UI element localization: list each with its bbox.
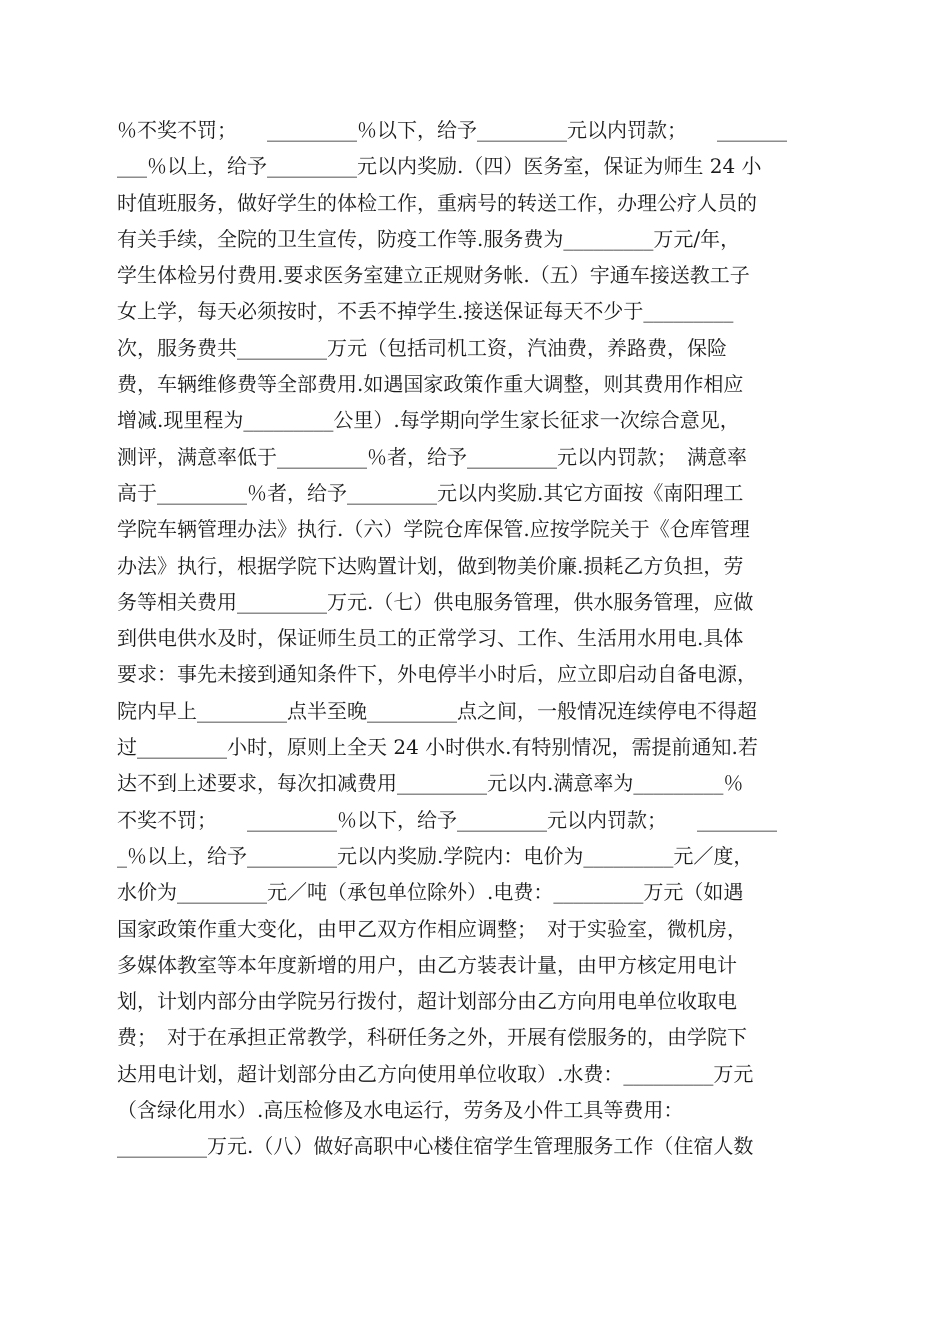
- text-line: 费，车辆维修费等全部费用.如遇国家政策作重大调整，则其费用作相应: [117, 372, 744, 397]
- text-line: 国家政策作重大变化，由甲乙双方作相应调整； 对于实验室，微机房，: [117, 916, 747, 941]
- contract-body-text: [117, 112, 837, 1165]
- text-line: 多媒体教室等本年度新增的用户，由乙方装表计量，由甲方核定用电计: [117, 952, 737, 977]
- text-line: 学院车辆管理办法》执行.（六）学院仓库保管.应按学院关于《仓库管理: [117, 517, 750, 542]
- text-line: 女上学，每天必须按时，不丢不掉学生.接送保证每天不少于_________: [117, 299, 734, 324]
- text-line: ％不奖不罚； _________％以下，给予_________元以内罚款； _______: [117, 118, 787, 142]
- text-line: 增减.现里程为_________公里）.每学期向学生家长征求一次综合意见，: [117, 408, 740, 433]
- text-line: 达不到上述要求，每次扣减费用_________元以内.满意率为_________％: [117, 771, 744, 796]
- text-line: ___％以上，给予_________元以内奖励.（四）医务室，保证为师生 24 小: [117, 154, 762, 179]
- text-line: 过_________小时，原则上全天 24 小时供水.有特别情况，需提前通知.若: [117, 735, 758, 760]
- text-line: 测评，满意率低于_________％者，给予_________元以内罚款； 满意率: [117, 444, 747, 469]
- text-line: 办法》执行，根据学院下达购置计划，做到物美价廉.损耗乙方负担，劳: [117, 553, 744, 578]
- text-line: 时值班服务，做好学生的体检工作，重病号的转送工作，办理公疗人员的: [117, 190, 757, 215]
- text-line: （含绿化用水）.高压检修及水电运行，劳务及小件工具等费用：: [117, 1098, 684, 1123]
- text-line: 次，服务费共_________万元（包括司机工资，汽油费，养路费，保险: [117, 335, 727, 360]
- text-line: 到供电供水及时，保证师生员工的正常学习、工作、生活用水用电.具体: [117, 626, 744, 651]
- text-line: 学生体检另付费用.要求医务室建立正规财务帐.（五）宇通车接送教工子: [117, 263, 750, 288]
- text-line: _________万元.（八）做好高职中心楼住宿学生管理服务工作（住宿人数: [117, 1134, 754, 1159]
- text-line: 达用电计划，超计划部分由乙方向使用单位收取）.水费：_________万元: [117, 1061, 754, 1086]
- text-line: 务等相关费用_________万元.（七）供电服务管理，供水服务管理，应做: [117, 589, 754, 614]
- text-line: 费； 对于在承担正常教学，科研任务之外，开展有偿服务的，由学院下: [117, 1025, 747, 1050]
- text-line: 要求：事先未接到通知条件下，外电停半小时后，应立即启动自备电源，: [117, 662, 757, 687]
- text-line: _％以上，给予_________元以内奖励.学院内：电价为_________元／度，: [117, 843, 754, 868]
- text-line: 高于_________％者，给予_________元以内奖励.其它方面按《南阳理工: [117, 480, 744, 505]
- text-line: 有关手续，全院的卫生宣传，防疫工作等.服务费为_________万元/年，: [117, 226, 741, 251]
- text-line: 划，计划内部分由学院另行拨付，超计划部分由乙方向用电单位收取电: [117, 989, 737, 1014]
- text-line: 不奖不罚； _________％以下，给予_________元以内罚款； ________: [117, 807, 777, 832]
- text-line: 院内早上_________点半至晚_________点之间，一般情况连续停电不得超: [117, 698, 757, 723]
- text-line: 水价为_________元／吨（承包单位除外）.电费：_________万元（如遇: [117, 880, 744, 905]
